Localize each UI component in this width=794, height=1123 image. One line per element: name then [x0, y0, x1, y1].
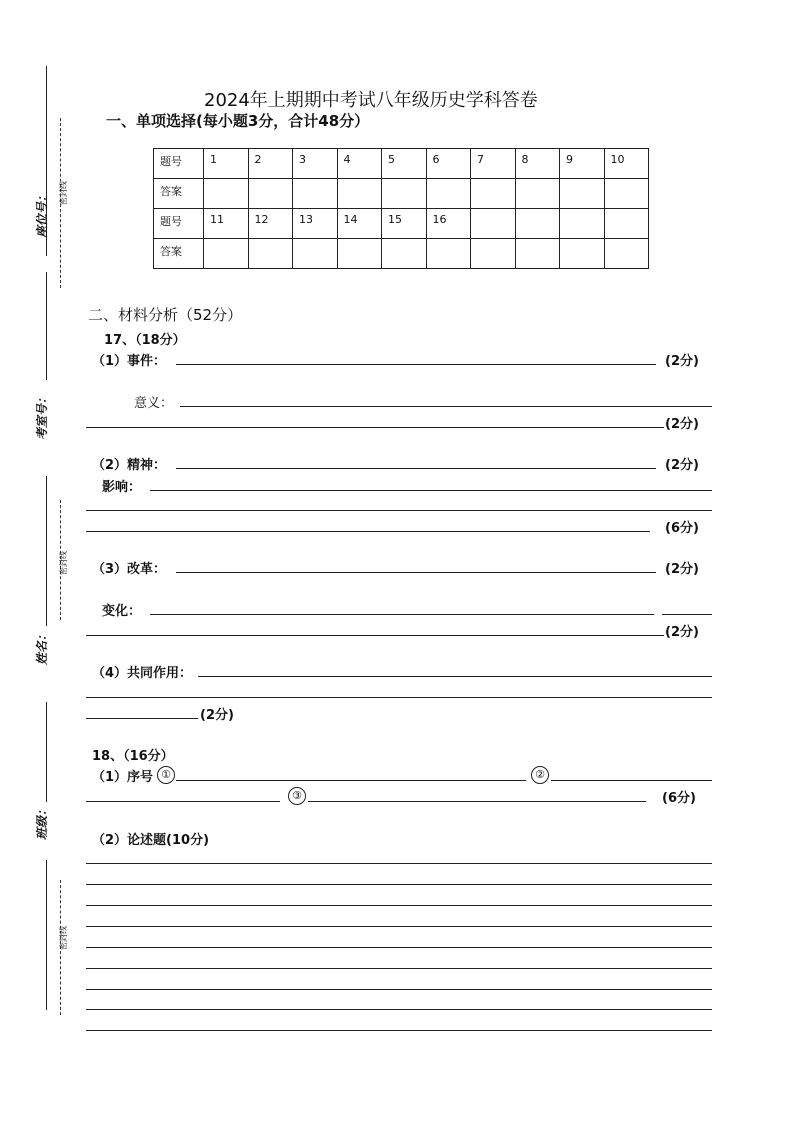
- q17-change-answer-line[interactable]: [150, 614, 654, 615]
- answer-cell[interactable]: [248, 239, 293, 269]
- name-label: 姓名：: [35, 628, 49, 665]
- answer-cell[interactable]: [337, 239, 382, 269]
- room-number-label: 考室号：: [35, 391, 49, 440]
- answer-cell[interactable]: [560, 179, 605, 209]
- q17-reform-points: (2分): [665, 562, 699, 577]
- question-number-cell: 13: [293, 209, 338, 239]
- q17-impact-label: 影响：: [102, 480, 142, 495]
- q18-essay-label: （2）论述题(10分): [92, 833, 210, 848]
- binding-line-class: [46, 702, 47, 802]
- answer-cell[interactable]: [293, 239, 338, 269]
- table-header-cell: 题号: [154, 209, 204, 239]
- question-number-cell: 3: [293, 149, 338, 179]
- question-number-cell: [604, 209, 649, 239]
- q18-answer-line-2b[interactable]: [86, 801, 280, 802]
- q17-spirit-points: (2分): [665, 458, 699, 473]
- answer-cell[interactable]: [382, 179, 427, 209]
- q18-sequence-label: （1）序号: [92, 770, 154, 785]
- question-number-cell: 11: [204, 209, 249, 239]
- seal-text-middle: 密封线: [59, 551, 68, 575]
- answer-cell[interactable]: [471, 179, 516, 209]
- table-row: [154, 179, 649, 209]
- q18-answer-line-3[interactable]: [308, 801, 646, 802]
- table-header-cell: 题号: [154, 149, 204, 179]
- answer-cell[interactable]: [426, 179, 471, 209]
- q17-event-label: （1）事件：: [92, 354, 167, 369]
- q17-common-answer-line[interactable]: [198, 676, 712, 677]
- answer-cell[interactable]: [515, 179, 560, 209]
- essay-line[interactable]: [86, 968, 712, 969]
- seal-text-top: 密封线: [59, 181, 68, 205]
- circled-number-3: ③: [288, 787, 306, 805]
- table-row: [154, 209, 649, 239]
- seat-number-label: 座位号：: [35, 189, 49, 238]
- question-number-cell: 2: [248, 149, 293, 179]
- binding-line-name: [46, 476, 47, 626]
- q17-spirit-label: （2）精神：: [92, 458, 167, 473]
- table-header-cell: 答案: [154, 179, 204, 209]
- section2-heading: 二、材料分析（52分）: [88, 306, 243, 324]
- seal-text-bottom: 密封线: [59, 926, 68, 950]
- question-number-cell: 6: [426, 149, 471, 179]
- q17-meaning-label: 意义：: [134, 396, 174, 411]
- q17-common-answer-line-2[interactable]: [86, 697, 712, 698]
- q17-common-answer-line-3[interactable]: [86, 718, 198, 719]
- q18-sequence-points: (6分): [662, 791, 696, 806]
- q17-common-points: (2分): [200, 708, 234, 723]
- section1-heading: 一、单项选择(每小题3分，合计48分）: [106, 112, 370, 130]
- question-number-cell: [471, 209, 516, 239]
- answer-cell[interactable]: [604, 179, 649, 209]
- answer-cell[interactable]: [337, 179, 382, 209]
- answer-cell[interactable]: [293, 179, 338, 209]
- question-number-cell: 15: [382, 209, 427, 239]
- essay-line[interactable]: [86, 1030, 712, 1031]
- q17-meaning-answer-line[interactable]: [180, 406, 712, 407]
- q17-reform-label: （3）改革：: [92, 562, 167, 577]
- answer-cell[interactable]: [471, 239, 516, 269]
- essay-line[interactable]: [86, 989, 712, 990]
- q17-impact-answer-line[interactable]: [150, 490, 712, 491]
- essay-line[interactable]: [86, 947, 712, 948]
- q18-answer-line-1[interactable]: [176, 780, 526, 781]
- question-number-cell: [515, 209, 560, 239]
- question-number-cell: 14: [337, 209, 382, 239]
- question-number-cell: 12: [248, 209, 293, 239]
- table-row: [154, 149, 649, 179]
- q17-change-label: 变化：: [102, 604, 142, 619]
- class-label: 班级：: [35, 803, 49, 840]
- circled-number-2: ②: [531, 766, 549, 784]
- essay-line[interactable]: [86, 926, 712, 927]
- binding-line-room: [46, 272, 47, 380]
- answer-cell[interactable]: [204, 179, 249, 209]
- table-row: [154, 239, 649, 269]
- q17-meaning-points: (2分): [665, 417, 699, 432]
- page-title: 2024年上期期中考试八年级历史学科答卷: [204, 90, 538, 111]
- q17-event-points: (2分): [665, 354, 699, 369]
- answer-cell[interactable]: [560, 239, 605, 269]
- question-number-cell: 16: [426, 209, 471, 239]
- q17-impact-answer-line-2[interactable]: [86, 510, 712, 511]
- question-number-cell: 8: [515, 149, 560, 179]
- q17-common-label: （4）共同作用：: [92, 666, 193, 681]
- circled-number-1: ①: [157, 766, 175, 784]
- answer-cell[interactable]: [515, 239, 560, 269]
- question-number-cell: 1: [204, 149, 249, 179]
- q17-change-answer-line-2[interactable]: [86, 635, 664, 636]
- answer-table: [153, 148, 649, 269]
- table-header-cell: 答案: [154, 239, 204, 269]
- question-number-cell: 9: [560, 149, 605, 179]
- q17-meaning-answer-line-2[interactable]: [86, 427, 664, 428]
- q17-spirit-answer-line[interactable]: [176, 468, 656, 469]
- essay-line[interactable]: [86, 905, 712, 906]
- question-number-cell: 4: [337, 149, 382, 179]
- question-number-cell: 5: [382, 149, 427, 179]
- q17-reform-answer-line[interactable]: [176, 572, 656, 573]
- essay-line[interactable]: [86, 1009, 712, 1010]
- answer-cell[interactable]: [604, 239, 649, 269]
- q17-label: 17、（18分）: [104, 333, 186, 348]
- q17-impact-points: (6分): [665, 521, 699, 536]
- answer-cell[interactable]: [248, 179, 293, 209]
- essay-line[interactable]: [86, 884, 712, 885]
- q18-label: 18、（16分）: [92, 749, 174, 764]
- q17-impact-answer-line-3[interactable]: [86, 531, 650, 532]
- answer-cell[interactable]: [204, 239, 249, 269]
- question-number-cell: [560, 209, 605, 239]
- question-number-cell: 10: [604, 149, 649, 179]
- answer-cell[interactable]: [426, 239, 471, 269]
- q17-change-points: (2分): [665, 625, 699, 640]
- q17-change-answer-line-tail[interactable]: [662, 614, 712, 615]
- answer-cell[interactable]: [382, 239, 427, 269]
- question-number-cell: 7: [471, 149, 516, 179]
- q17-event-answer-line[interactable]: [176, 364, 656, 365]
- binding-line-bottom: [46, 860, 47, 1010]
- essay-line[interactable]: [86, 863, 712, 864]
- q18-answer-line-2[interactable]: [551, 780, 712, 781]
